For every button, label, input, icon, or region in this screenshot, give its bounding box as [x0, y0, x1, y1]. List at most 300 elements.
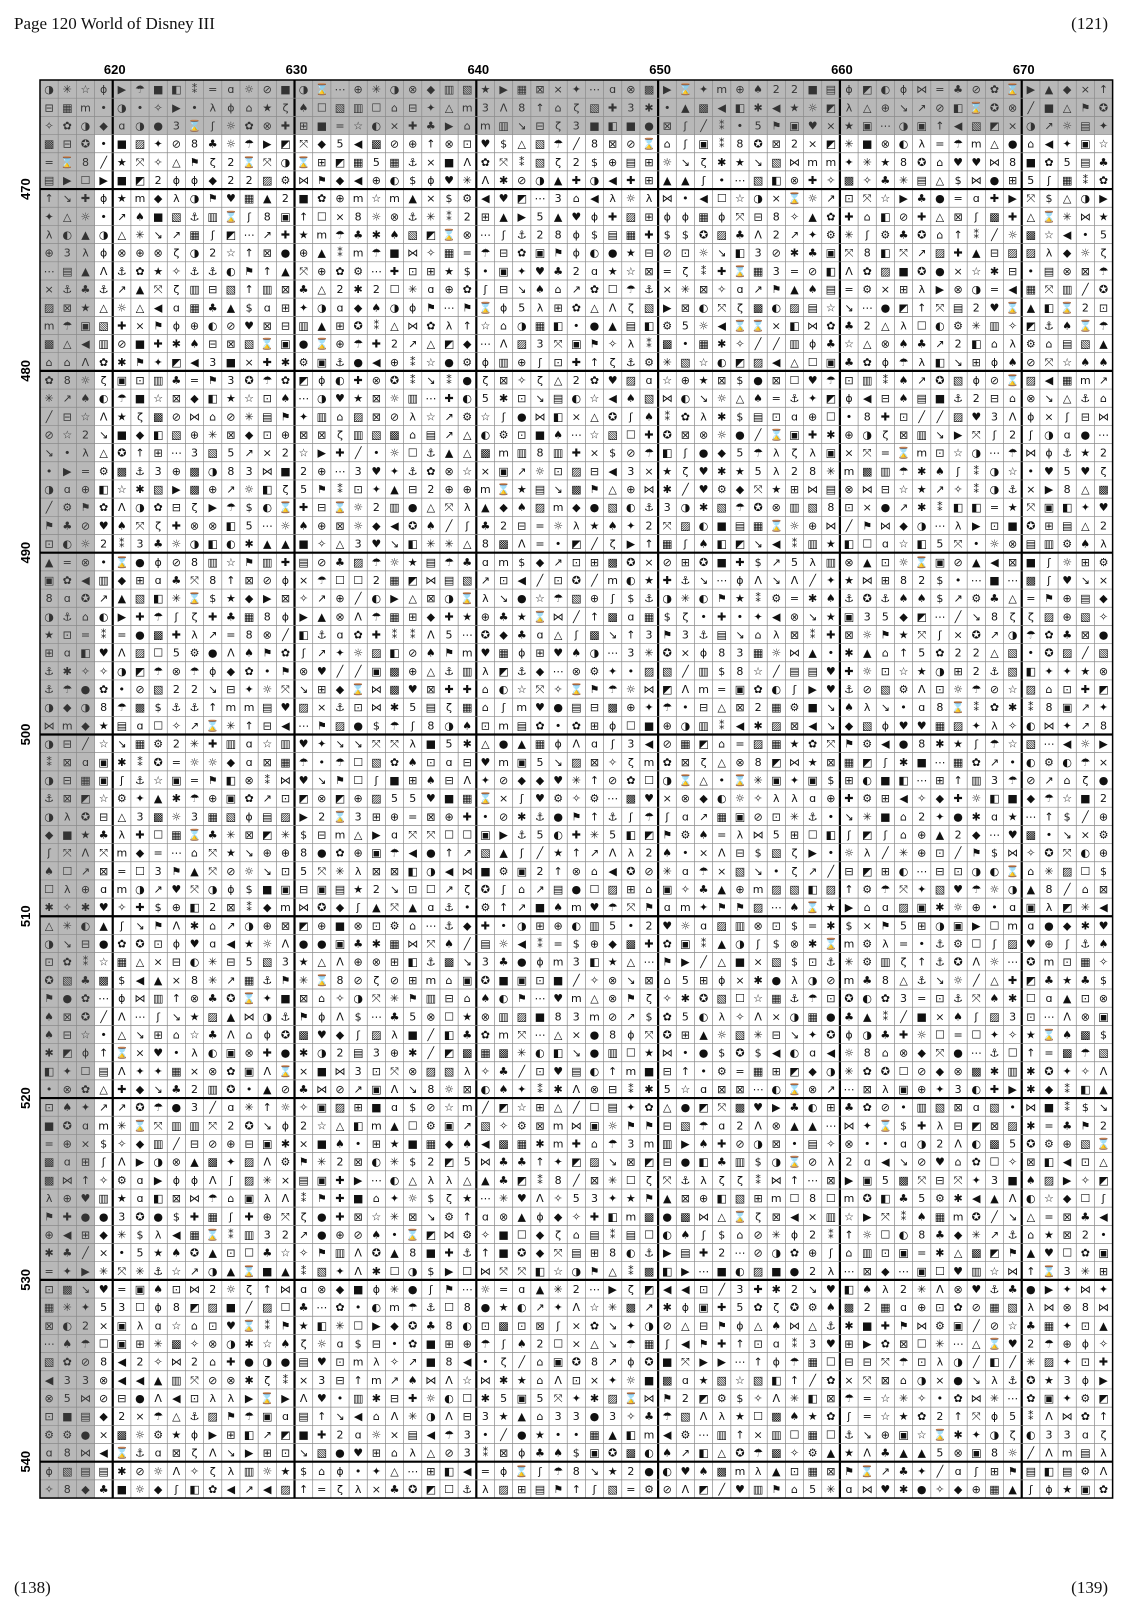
chart-symbol: ⚙ — [808, 1301, 818, 1314]
chart-symbol: ↘ — [63, 938, 72, 951]
chart-symbol: = — [463, 247, 472, 260]
chart-symbol: ✱ — [481, 1392, 490, 1405]
chart-symbol: ▲ — [408, 192, 417, 205]
chart-symbol: Ʌ — [1100, 1065, 1108, 1078]
chart-symbol: ◩ — [989, 119, 999, 132]
chart-symbol: ☆ — [299, 447, 309, 460]
chart-symbol: ◑ — [208, 883, 218, 896]
chart-symbol: m — [844, 1192, 855, 1205]
chart-symbol: ▣ — [498, 265, 508, 278]
chart-symbol: ⌛ — [751, 319, 765, 332]
chart-symbol: ⊟ — [81, 938, 90, 951]
chart-symbol: ⊠ — [172, 1447, 181, 1460]
chart-symbol: ⊗ — [408, 83, 417, 96]
chart-symbol: ↗ — [154, 883, 163, 896]
chart-symbol: ⊟ — [663, 1156, 672, 1169]
chart-symbol: ↑ — [735, 1428, 744, 1441]
chart-symbol: 3 — [627, 647, 634, 660]
chart-symbol: ☂ — [626, 283, 636, 296]
chart-symbol: $ — [846, 919, 853, 932]
chart-symbol: ⌛ — [769, 429, 783, 442]
chart-symbol: ʃ — [555, 1319, 560, 1332]
chart-symbol: ◑ — [317, 1047, 327, 1060]
chart-symbol: ⊕ — [590, 938, 599, 951]
chart-symbol: ⚙ — [808, 1447, 818, 1460]
chart-symbol: ⊡ — [44, 1410, 53, 1423]
chart-symbol: ✱ — [244, 1338, 253, 1351]
chart-symbol: • — [555, 1428, 562, 1441]
chart-symbol: m — [498, 1028, 509, 1041]
chart-symbol: ʃ — [101, 1156, 106, 1169]
chart-symbol: ▤ — [98, 1065, 108, 1078]
chart-symbol: ◩ — [862, 83, 872, 96]
chart-symbol: ϕ — [845, 392, 852, 405]
chart-symbol: ɑ — [591, 265, 598, 278]
chart-symbol: ☆ — [153, 392, 163, 405]
chart-symbol: ⊕ — [317, 465, 326, 478]
chart-symbol: ▧ — [935, 1101, 945, 1114]
chart-symbol: ✳ — [44, 392, 53, 405]
chart-symbol: △ — [627, 956, 636, 969]
chart-symbol: ✱ — [117, 356, 126, 369]
chart-symbol: ▦ — [626, 229, 636, 242]
chart-symbol: 3 — [464, 1428, 471, 1441]
chart-symbol: ● — [699, 1047, 709, 1060]
chart-symbol: ⚙ — [662, 319, 672, 332]
chart-symbol: ♣ — [844, 319, 854, 332]
chart-symbol: ☐ — [462, 828, 472, 841]
chart-symbol: ▥ — [753, 1483, 763, 1496]
chart-symbol: ◐ — [372, 1156, 382, 1169]
chart-symbol: ♣ — [535, 1447, 545, 1460]
chart-symbol: λ — [464, 501, 471, 514]
chart-symbol: ⊞ — [335, 319, 344, 332]
chart-symbol: ✿ — [1099, 174, 1108, 187]
chart-symbol: Ʌ — [1009, 1192, 1017, 1205]
chart-symbol: ⌛ — [442, 229, 456, 242]
chart-symbol: ✚ — [881, 410, 890, 423]
chart-symbol: ◩ — [698, 1392, 708, 1405]
chart-symbol: ▤ — [1026, 538, 1036, 551]
chart-symbol: ♠ — [535, 283, 545, 296]
chart-symbol: ☆ — [1008, 1319, 1018, 1332]
chart-symbol: ✦ — [135, 792, 144, 805]
chart-symbol: ╱ — [99, 155, 108, 169]
chart-symbol: = — [717, 683, 726, 696]
chart-symbol: λ — [482, 1483, 489, 1496]
chart-symbol: ◆ — [572, 501, 581, 514]
chart-symbol: ▥ — [498, 119, 508, 132]
chart-symbol: ■ — [317, 1065, 327, 1078]
chart-symbol: ɑ — [609, 83, 616, 96]
chart-symbol: ⌛ — [188, 119, 202, 132]
chart-symbol: ✿ — [935, 647, 944, 660]
chart-symbol: ⚙ — [771, 592, 781, 605]
chart-symbol: ⚙ — [462, 410, 472, 423]
chart-symbol: ▨ — [626, 374, 636, 387]
chart-symbol: ★ — [117, 410, 127, 423]
chart-symbol: ▩ — [662, 1374, 672, 1387]
chart-symbol: ↑ — [917, 301, 926, 314]
chart-symbol: 2 — [936, 1138, 943, 1151]
chart-symbol: ✚ — [717, 265, 726, 278]
chart-symbol: ◀ — [608, 865, 617, 878]
chart-symbol: ⤧ — [426, 938, 435, 951]
chart-symbol: ▲ — [81, 229, 90, 242]
chart-symbol: ♣ — [426, 1319, 436, 1332]
chart-symbol: ⌛ — [624, 1392, 638, 1405]
chart-symbol: = — [663, 265, 672, 278]
chart-symbol: ▥ — [226, 738, 236, 751]
chart-symbol: ⋈ — [80, 1447, 91, 1460]
chart-symbol: ☼ — [244, 483, 254, 496]
chart-symbol: ▶ — [499, 83, 508, 96]
chart-symbol: ☂ — [390, 719, 400, 732]
chart-symbol: ● — [644, 119, 654, 132]
chart-symbol: ★ — [826, 610, 836, 623]
chart-symbol: ● — [590, 501, 600, 514]
chart-symbol: ✿ — [863, 1065, 872, 1078]
chart-symbol: ⊠ — [1008, 556, 1017, 569]
chart-symbol: 3 — [155, 865, 162, 878]
chart-symbol: ◀ — [699, 192, 708, 205]
chart-symbol: ☐ — [826, 1428, 836, 1441]
chart-symbol: ♥ — [1080, 465, 1090, 478]
chart-symbol: ◧ — [189, 1483, 199, 1496]
chart-symbol: ✳ — [554, 1283, 563, 1296]
chart-symbol: ☂ — [826, 374, 836, 387]
chart-symbol: ʃ — [246, 210, 251, 223]
chart-symbol: ✿ — [226, 1065, 235, 1078]
chart-symbol: ⊡ — [517, 392, 526, 405]
chart-symbol: ✿ — [426, 465, 435, 478]
chart-symbol: ♥ — [553, 647, 563, 660]
chart-symbol: × — [881, 283, 890, 296]
chart-symbol: ✚ — [172, 628, 181, 641]
chart-symbol: ⌛ — [788, 1083, 802, 1096]
chart-symbol: ⋈ — [789, 156, 800, 169]
chart-symbol: ╱ — [572, 137, 581, 151]
chart-symbol: ✦ — [626, 1319, 635, 1332]
chart-symbol: ✱ — [644, 1083, 653, 1096]
chart-symbol: ◀ — [790, 1210, 799, 1223]
chart-symbol: ● — [590, 1028, 600, 1041]
chart-symbol: ◐ — [1026, 1192, 1036, 1205]
chart-symbol: ʃ — [610, 738, 615, 751]
chart-symbol: ▦ — [717, 810, 727, 823]
chart-symbol: ☂ — [480, 1338, 490, 1351]
chart-symbol: $ — [246, 301, 253, 314]
chart-symbol: ⊘ — [899, 210, 908, 223]
chart-symbol: 3 — [355, 538, 362, 551]
chart-symbol: ▣ — [662, 883, 672, 896]
chart-symbol: ● — [517, 410, 527, 423]
chart-symbol: ■ — [644, 1065, 654, 1078]
chart-symbol: ▲ — [518, 738, 527, 751]
chart-symbol: ⚑ — [208, 374, 218, 387]
chart-symbol: ϕ — [282, 574, 289, 587]
chart-symbol: ☼ — [1008, 229, 1018, 242]
chart-symbol: ʃ — [464, 519, 469, 532]
chart-symbol: 3 — [609, 1410, 616, 1423]
chart-symbol: ◐ — [390, 174, 400, 187]
chart-symbol: ♣ — [1008, 1283, 1018, 1296]
chart-symbol: ʃ — [1046, 574, 1051, 587]
chart-symbol: ☼ — [626, 192, 636, 205]
chart-symbol: ◑ — [826, 1065, 836, 1078]
chart-symbol: ▥ — [189, 1119, 199, 1132]
chart-symbol: ↘ — [754, 156, 763, 169]
chart-symbol: ◆ — [536, 774, 545, 787]
chart-symbol: ↑ — [935, 119, 944, 132]
chart-symbol: ɑ — [64, 1156, 71, 1169]
chart-symbol: ⌂ — [227, 1192, 234, 1205]
chart-symbol: ☆ — [1044, 1192, 1054, 1205]
chart-symbol: ✱ — [808, 592, 817, 605]
chart-symbol: ♠ — [680, 1228, 690, 1241]
chart-symbol: ✿ — [317, 192, 326, 205]
chart-symbol: ζ — [755, 1210, 761, 1223]
chart-symbol: ▣ — [444, 1119, 454, 1132]
chart-symbol: × — [754, 1428, 763, 1441]
chart-symbol: ▨ — [371, 792, 381, 805]
chart-symbol: ζ — [737, 1174, 743, 1187]
chart-symbol: ʃ — [592, 1483, 597, 1496]
chart-symbol: ♠ — [771, 1319, 781, 1332]
chart-symbol: ✦ — [372, 483, 381, 496]
chart-symbol: ▩ — [44, 138, 54, 151]
chart-symbol: ⊕ — [1063, 1138, 1072, 1151]
chart-symbol: ● — [753, 374, 763, 387]
chart-symbol: ☼ — [717, 429, 727, 442]
chart-symbol: ✦ — [790, 774, 799, 787]
chart-symbol: ✿ — [1044, 628, 1053, 641]
chart-symbol: ♣ — [717, 1156, 727, 1169]
chart-symbol: ▦ — [662, 538, 672, 551]
chart-symbol: ▨ — [953, 719, 963, 732]
chart-symbol: ◑ — [426, 1410, 436, 1423]
chart-symbol: ⊕ — [463, 1338, 472, 1351]
chart-symbol: ✱ — [1081, 919, 1090, 932]
chart-symbol: ▲ — [899, 1447, 908, 1460]
chart-symbol: ζ — [682, 465, 688, 478]
chart-symbol: ◧ — [771, 174, 781, 187]
chart-symbol: ⊕ — [626, 483, 635, 496]
chart-symbol: Ʌ — [918, 683, 926, 696]
chart-symbol: ⋯ — [1007, 1392, 1018, 1405]
chart-symbol: ʃ — [210, 229, 215, 242]
chart-symbol: ↗ — [463, 1119, 472, 1132]
chart-symbol: ▥ — [189, 283, 199, 296]
chart-symbol: ▣ — [917, 901, 927, 914]
chart-symbol: $ — [155, 901, 162, 914]
chart-symbol: ✧ — [790, 210, 799, 223]
chart-symbol: ✿ — [390, 756, 399, 769]
chart-symbol: ▦ — [353, 156, 363, 169]
chart-symbol: ⚓ — [990, 1283, 1000, 1296]
chart-symbol: ◆ — [445, 1138, 454, 1151]
chart-symbol: ⚓ — [844, 1428, 854, 1441]
chart-symbol: ♣ — [81, 283, 91, 296]
chart-symbol: △ — [863, 101, 872, 114]
chart-symbol: ✚ — [881, 1319, 890, 1332]
chart-symbol: ɑ — [336, 628, 343, 641]
chart-symbol: ▦ — [1080, 956, 1090, 969]
chart-symbol: △ — [990, 138, 999, 151]
chart-symbol: ↗ — [1044, 774, 1053, 787]
chart-symbol: ϕ — [1082, 1374, 1089, 1387]
chart-symbol: ⁑ — [883, 374, 889, 387]
chart-symbol: ⊠ — [735, 701, 744, 714]
chart-symbol: ▲ — [99, 919, 108, 932]
chart-symbol: ⊠ — [608, 138, 617, 151]
chart-symbol: 2 — [791, 138, 798, 151]
chart-symbol: ✳ — [935, 1338, 944, 1351]
chart-symbol: ▥ — [353, 1392, 363, 1405]
chart-symbol: 5 — [609, 919, 616, 932]
chart-symbol: ◑ — [44, 701, 54, 714]
chart-symbol: 3 — [627, 1138, 634, 1151]
chart-symbol: ⋯ — [644, 956, 655, 969]
chart-symbol: λ — [773, 628, 780, 641]
chart-symbol: ↑ — [554, 865, 563, 878]
chart-symbol: ⊞ — [535, 647, 544, 660]
chart-symbol: ◩ — [280, 1428, 290, 1441]
chart-symbol: ◆ — [136, 847, 145, 860]
chart-symbol: 2 — [627, 1465, 634, 1478]
chart-symbol: ▧ — [753, 1374, 763, 1387]
chart-symbol: × — [81, 1138, 90, 1151]
chart-symbol: ✚ — [699, 1247, 708, 1260]
chart-symbol: × — [808, 138, 817, 151]
chart-symbol: ⋯ — [334, 83, 345, 96]
chart-symbol: ⊗ — [444, 138, 453, 151]
chart-symbol: ⋈ — [1098, 410, 1109, 423]
chart-symbol: $ — [591, 156, 598, 169]
chart-symbol: ⊟ — [990, 247, 999, 260]
chart-symbol: ⊡ — [1063, 956, 1072, 969]
chart-symbol: ✪ — [1026, 956, 1035, 969]
chart-symbol: ▣ — [1044, 1392, 1054, 1405]
chart-symbol: ⌂ — [173, 1028, 180, 1041]
chart-symbol: ♠ — [1008, 356, 1018, 369]
chart-symbol: ↗ — [444, 429, 453, 442]
chart-symbol: ▥ — [280, 738, 290, 751]
chart-symbol: ↘ — [1008, 1210, 1017, 1223]
chart-symbol: ◆ — [136, 1083, 145, 1096]
chart-symbol: ▦ — [935, 719, 945, 732]
chart-symbol: ▩ — [862, 465, 872, 478]
chart-symbol: ⌂ — [246, 1028, 253, 1041]
chart-symbol: ✱ — [190, 919, 199, 932]
chart-symbol: ☂ — [299, 756, 309, 769]
chart-symbol: ⁑ — [810, 628, 816, 641]
chart-symbol: ★ — [880, 156, 890, 169]
chart-symbol: ⊕ — [335, 1228, 344, 1241]
chart-symbol: ▲ — [318, 610, 327, 623]
chart-symbol: ♥ — [480, 647, 490, 660]
chart-symbol: 2 — [791, 465, 798, 478]
chart-symbol: ☆ — [444, 1101, 454, 1114]
chart-symbol: 3 — [664, 501, 671, 514]
chart-symbol: ◧ — [607, 1210, 617, 1223]
chart-symbol: ⚙ — [717, 1392, 727, 1405]
chart-symbol: ⊘ — [444, 1447, 453, 1460]
chart-symbol: ✿ — [826, 1410, 835, 1423]
chart-symbol: × — [317, 701, 326, 714]
chart-symbol: 3 — [573, 956, 580, 969]
chart-symbol: λ — [628, 338, 635, 351]
chart-symbol: ▩ — [644, 1265, 654, 1278]
chart-symbol: ✳ — [644, 647, 653, 660]
chart-symbol: ☼ — [790, 519, 800, 532]
chart-symbol: ♠ — [826, 592, 836, 605]
chart-symbol: ▣ — [1080, 1483, 1090, 1496]
chart-symbol: △ — [936, 174, 945, 187]
chart-symbol: ⊕ — [372, 174, 381, 187]
chart-symbol: 3 — [136, 538, 143, 551]
chart-symbol: ▩ — [1098, 483, 1108, 496]
chart-symbol: ▩ — [153, 810, 163, 823]
chart-symbol: ↘ — [535, 392, 544, 405]
chart-symbol: ◑ — [662, 592, 672, 605]
chart-symbol: ☐ — [808, 828, 818, 841]
chart-symbol: ⌂ — [391, 101, 398, 114]
chart-symbol: ▤ — [826, 483, 836, 496]
chart-symbol: ⊘ — [281, 1083, 290, 1096]
chart-symbol: ζ — [501, 1356, 507, 1369]
chart-symbol: ♣ — [171, 574, 181, 587]
chart-symbol: 3 — [991, 774, 998, 787]
chart-symbol: ↗ — [99, 592, 108, 605]
chart-symbol: Ʌ — [682, 1483, 690, 1496]
chart-symbol: 5 — [918, 1192, 925, 1205]
chart-symbol: ♣ — [644, 1410, 654, 1423]
chart-symbol: ✪ — [572, 1356, 581, 1369]
chart-symbol: λ — [700, 410, 707, 423]
chart-symbol: ☆ — [917, 1428, 927, 1441]
chart-symbol: ⊡ — [826, 992, 835, 1005]
chart-symbol: ☐ — [444, 1483, 454, 1496]
chart-symbol: ⋈ — [480, 1265, 491, 1278]
chart-symbol: ☐ — [353, 774, 363, 787]
chart-symbol: λ — [355, 1483, 362, 1496]
chart-symbol: ✪ — [953, 956, 962, 969]
chart-symbol: ⊘ — [426, 1101, 435, 1114]
chart-symbol: 2 — [773, 83, 780, 96]
chart-symbol: 5 — [536, 210, 543, 223]
chart-symbol: ↗ — [263, 229, 272, 242]
chart-symbol: ⚓ — [1080, 938, 1090, 951]
chart-symbol: ✳ — [63, 83, 72, 96]
chart-symbol: • — [1082, 229, 1089, 242]
chart-symbol: ✿ — [154, 501, 163, 514]
chart-symbol: ⚑ — [244, 265, 254, 278]
chart-symbol: ζ — [555, 1228, 561, 1241]
chart-symbol: ☐ — [444, 1301, 454, 1314]
chart-symbol: ╱ — [917, 409, 926, 423]
chart-symbol: ⚓ — [1008, 483, 1018, 496]
chart-symbol: ▲ — [281, 265, 290, 278]
chart-symbol: ✚ — [572, 828, 581, 841]
chart-symbol: $ — [446, 192, 453, 205]
chart-symbol: ⌛ — [133, 1119, 147, 1132]
chart-symbol: ▶ — [63, 465, 72, 478]
chart-symbol: ɑ — [882, 901, 889, 914]
chart-symbol: ⊗ — [608, 974, 617, 987]
chart-symbol: ⤧ — [281, 1210, 290, 1223]
chart-symbol: ● — [735, 429, 745, 442]
